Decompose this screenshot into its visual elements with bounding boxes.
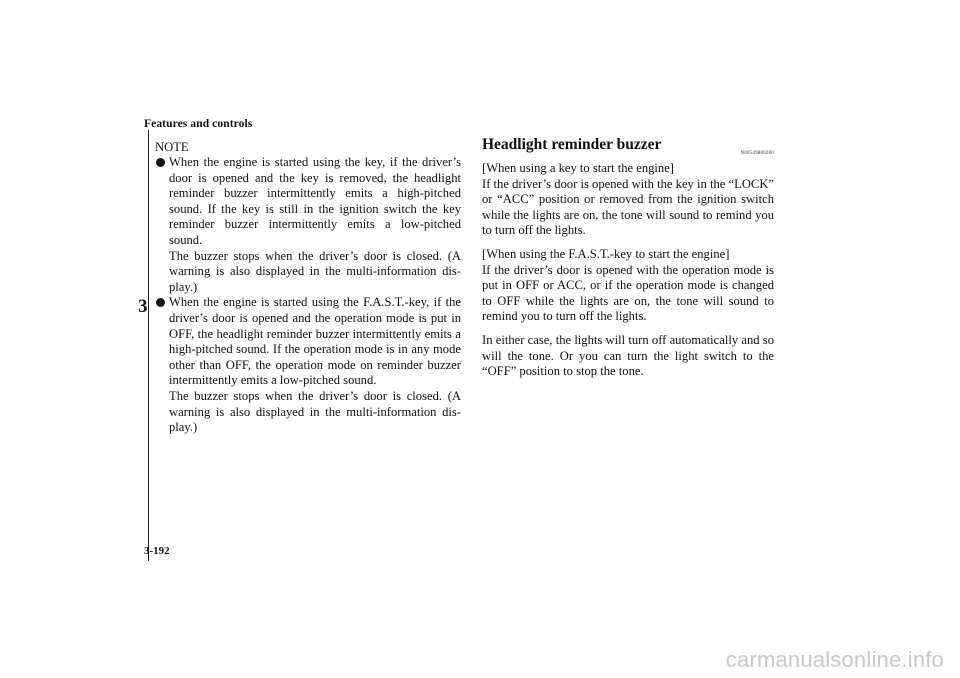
chapter-number: 3 bbox=[138, 296, 148, 317]
note-item-text: When the engine is started using the key, if the driver’s door is opened and the key is removed, the headlight reminder buzzer intermittently emits a high-pitched sound. If the key is still in the ignition switch the key reminder buzzer intermittently emits a low-pitched sound. bbox=[169, 155, 461, 247]
paragraph-body: If the driver’s door is opened with the operation mode is put in OFF or ACC, or if the operation mode is changed to OFF while the lights are on, the tone will sound to remind you to turn off the lights. bbox=[482, 262, 774, 324]
note-item-text: The buzzer stops when the driver’s door is closed. (A warning is also displayed in the multi-information dis-play.) bbox=[169, 388, 461, 435]
section-heading bbox=[482, 137, 774, 157]
section-title: Headlight reminder buzzer bbox=[482, 136, 662, 153]
note-item-text: The buzzer stops when the driver’s door is closed. (A warning is also displayed in the multi-information dis-play.) bbox=[169, 248, 461, 294]
page-number: 3-192 bbox=[144, 545, 170, 557]
note-item bbox=[155, 295, 461, 435]
section-code: N00549800200 bbox=[740, 151, 774, 156]
bullet-icon bbox=[156, 158, 165, 167]
site-watermark: carmanualsonline.info bbox=[725, 647, 944, 672]
chapter-tab-divider bbox=[132, 130, 149, 561]
bullet-icon bbox=[156, 298, 165, 307]
note-item bbox=[155, 155, 461, 295]
note-item-text: When the engine is started using the F.A.S.T.-key, if the driver’s door is opened and the operation mode is put in OFF, the headlight reminder buzzer intermittently emits a high-pitched sound. If the operation mode is in any mode other than OFF, the operation mode on reminder buzzer intermittently emits a low-pitched sound. bbox=[169, 295, 461, 388]
paragraph-heading: [When using the F.A.S.T.-key to start the engine] bbox=[482, 246, 730, 261]
running-header: Features and controls bbox=[144, 118, 253, 130]
note-label: NOTE bbox=[155, 140, 189, 154]
note-column bbox=[155, 140, 461, 436]
paragraph-body: In either case, the lights will turn off automatically and so will the tone. Or you can turn the light switch to the “OFF” position to stop the tone. bbox=[482, 332, 774, 379]
paragraph-body: If the driver’s door is opened with the key in the “LOCK” or “ACC” position or removed from the ignition switch while the lights are on, the tone will sound to remind you to turn off the lights. bbox=[482, 176, 774, 238]
section-column bbox=[482, 137, 774, 388]
paragraph-heading: [When using a key to start the engine] bbox=[482, 161, 674, 175]
